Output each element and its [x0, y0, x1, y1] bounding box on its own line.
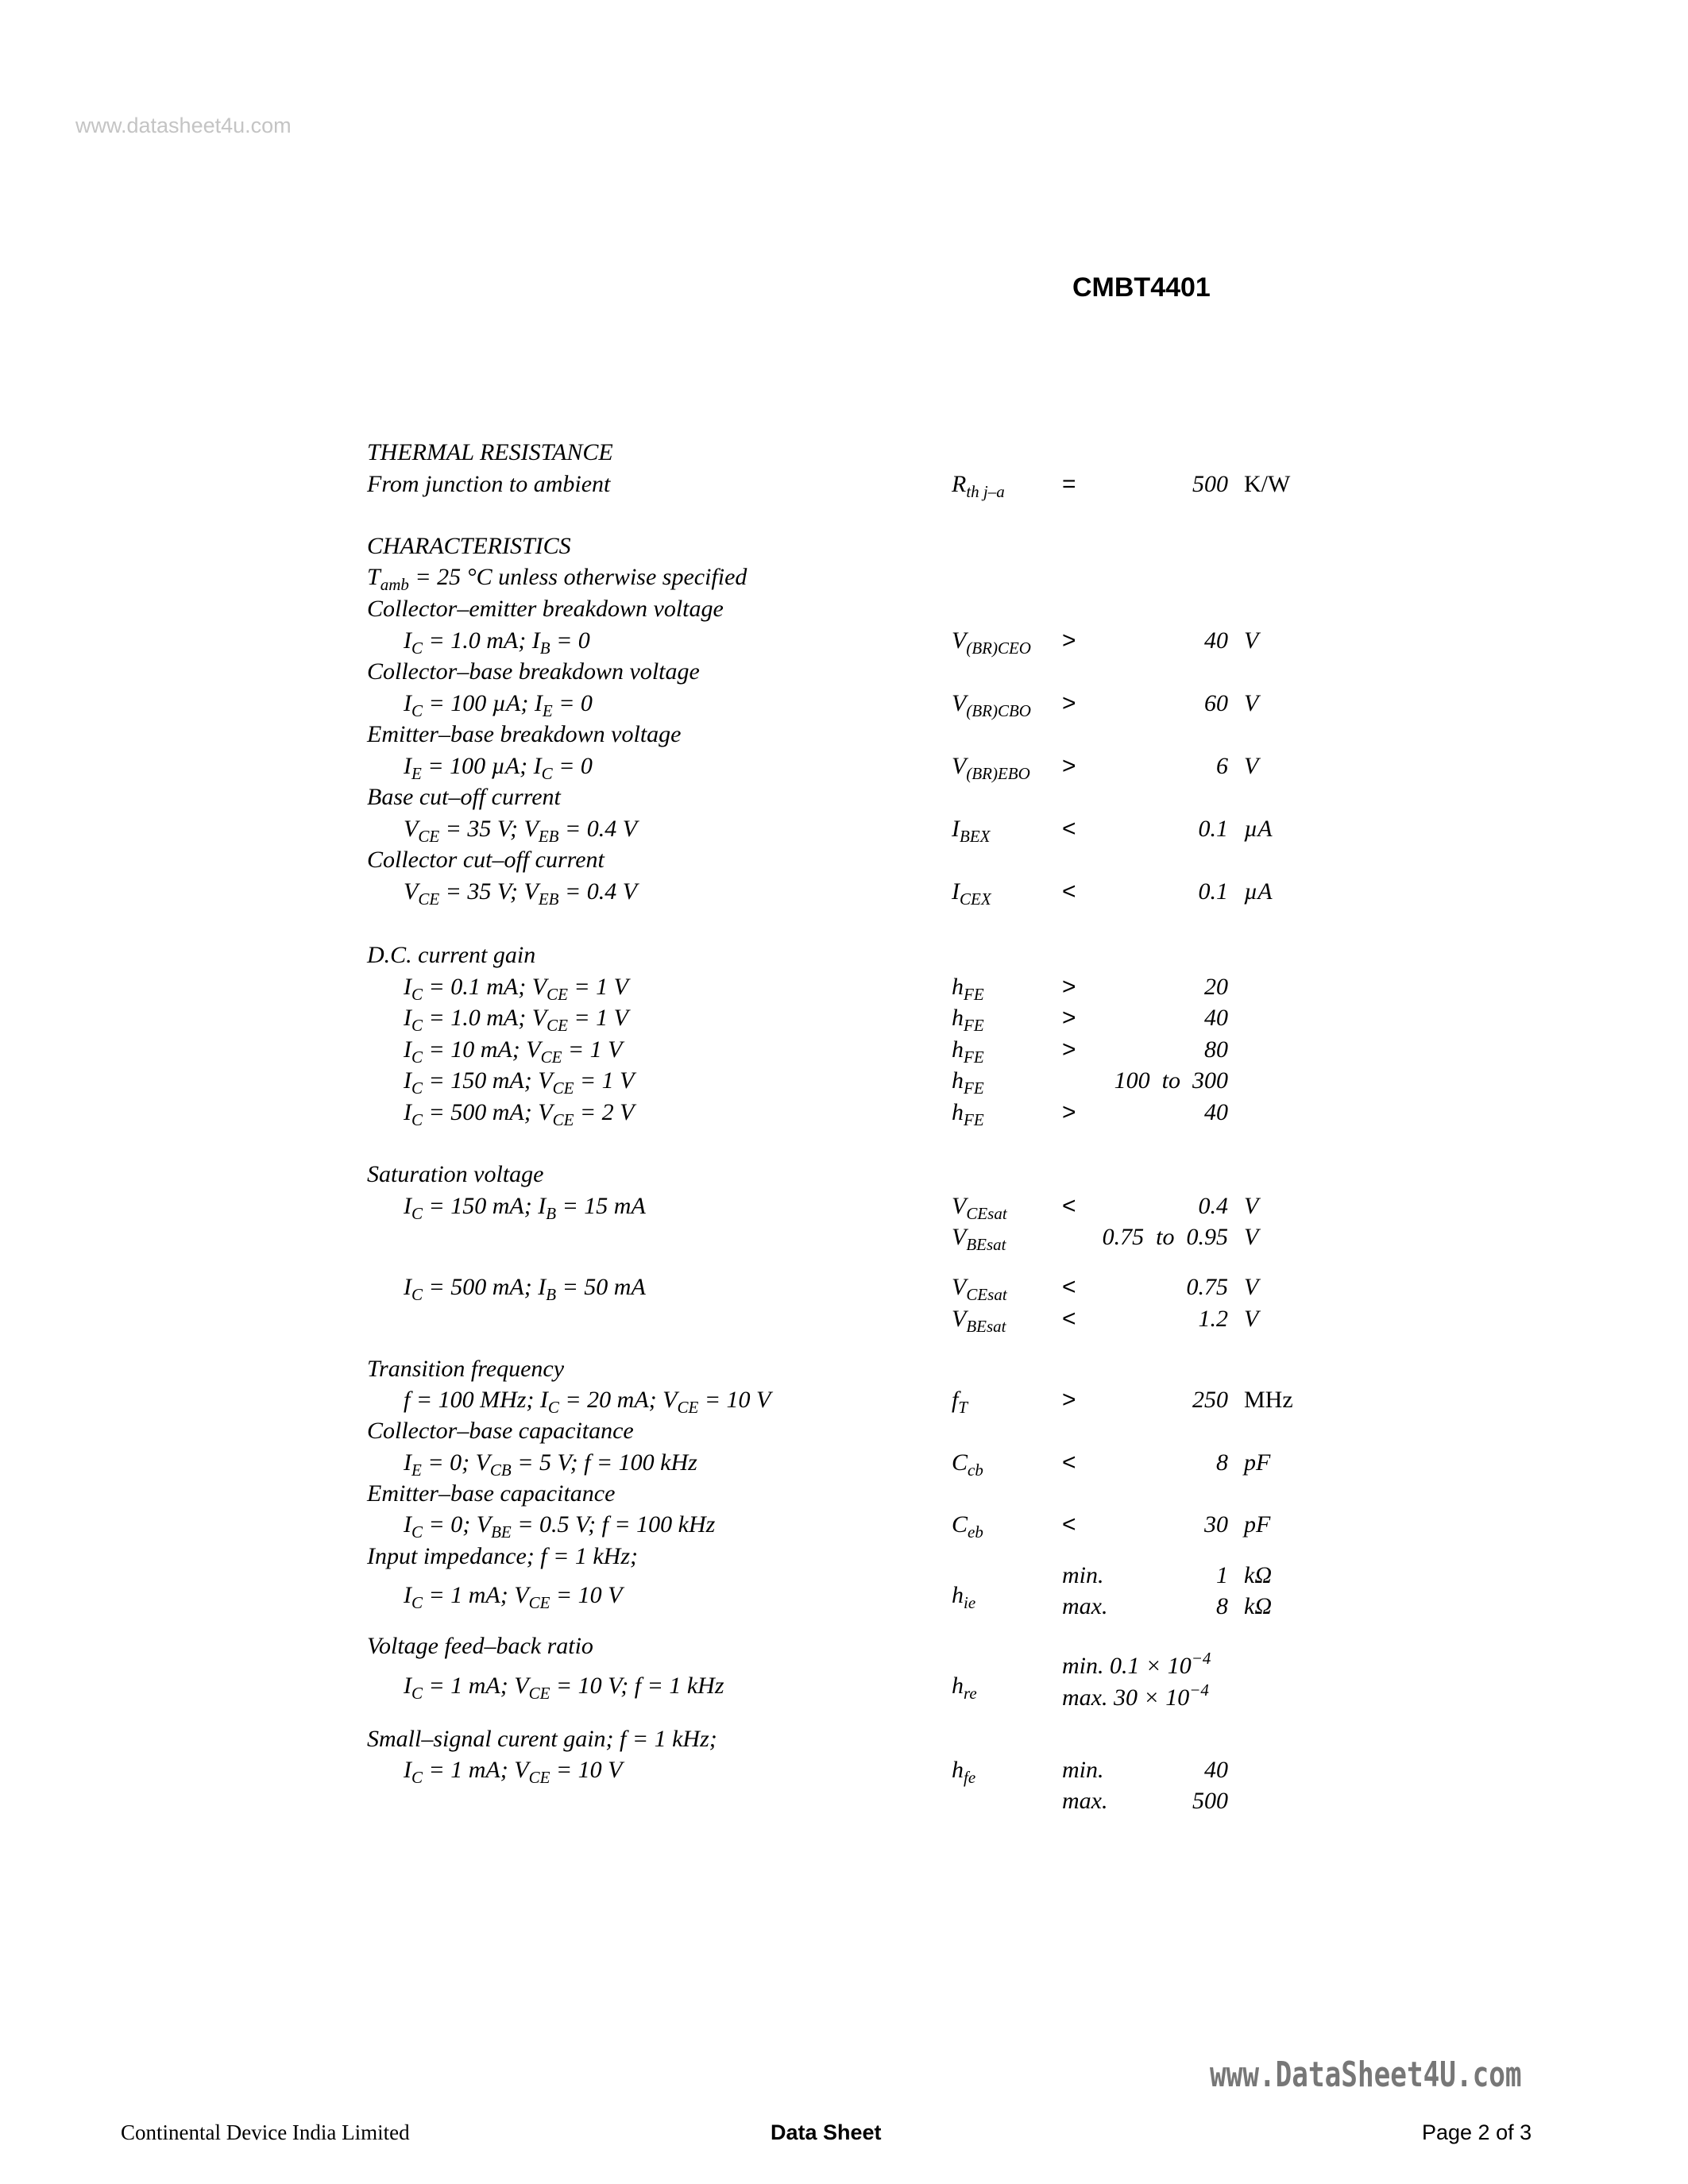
ambient-condition-note: $T_{amb} = 25$ °C unless otherwise specified — [367, 564, 747, 594]
parameter-value: 100 to 300 — [1114, 1067, 1228, 1094]
test-condition: $V_{CE} = 35$ V; $V_{EB} = 0.4$ V — [404, 815, 638, 846]
parameter-unit: V — [1244, 627, 1259, 654]
test-condition: $I_C = 1.0$ mA; $I_B = 0$ — [404, 627, 590, 658]
parameter-value: 40 — [1204, 1757, 1228, 1783]
relation-sign: < — [1062, 1193, 1076, 1219]
parameter-value: 8 — [1216, 1593, 1228, 1619]
emitter-base-capacitance-label: Emitter–base capacitance — [367, 1480, 616, 1507]
parameter-symbol: $h_{fe}$ — [952, 1757, 976, 1787]
parameter-unit: V — [1244, 752, 1259, 779]
parameter-value: 40 — [1204, 1005, 1228, 1031]
test-condition: $I_C = 1$ mA; $V_{CE} = 10$ V — [404, 1582, 623, 1612]
parameter-symbol: $V_{(BR)CBO}$ — [952, 689, 1031, 720]
parameter-value: 250 — [1192, 1387, 1228, 1413]
small-signal-gain-label: Small–signal curent gain; f = 1 kHz; — [367, 1726, 717, 1752]
parameter-value: 8 — [1216, 1449, 1228, 1476]
max-label: max. — [1062, 1788, 1108, 1814]
max-label: max. — [1062, 1593, 1108, 1619]
relation-sign: < — [1062, 878, 1076, 905]
param-label: Emitter–base breakdown voltage — [367, 721, 682, 747]
parameter-unit: V — [1244, 1193, 1259, 1219]
param-label: Collector–base breakdown voltage — [367, 658, 700, 685]
param-label: Collector–emitter breakdown voltage — [367, 596, 724, 622]
test-condition: $I_C = 150$ mA; $I_B = 15$ mA — [404, 1193, 646, 1223]
relation-sign: > — [1062, 1098, 1076, 1125]
relation-sign: < — [1062, 1274, 1076, 1300]
test-condition: $I_E = 100$ µA; $I_C = 0$ — [404, 752, 593, 783]
min-label: min. — [1062, 1562, 1104, 1588]
section-heading-characteristics: CHARACTERISTICS — [367, 533, 571, 559]
parameter-unit: K/W — [1244, 471, 1291, 497]
parameter-value: 1 — [1216, 1562, 1228, 1588]
parameter-value: 20 — [1204, 973, 1228, 1000]
parameter-symbol: $f_T$ — [952, 1387, 968, 1417]
parameter-symbol: $h_{re}$ — [952, 1673, 977, 1703]
parameter-unit: pF — [1244, 1511, 1271, 1538]
parameter-unit: kΩ — [1244, 1593, 1273, 1619]
test-condition: $I_C = 500$ mA; $I_B = 50$ mA — [404, 1274, 646, 1304]
relation-sign: > — [1062, 973, 1076, 1000]
min-label: min. — [1062, 1757, 1104, 1783]
relation-sign: < — [1062, 1449, 1076, 1476]
parameter-symbol: $h_{FE}$ — [952, 1005, 984, 1035]
collector-base-capacitance-label: Collector–base capacitance — [367, 1418, 634, 1444]
parameter-unit: V — [1244, 1306, 1259, 1332]
parameter-unit: V — [1244, 1224, 1259, 1250]
test-condition: $I_C = 0.1$ mA; $V_{CE} = 1$ V — [404, 973, 628, 1004]
parameter-unit: V — [1244, 1274, 1259, 1300]
parameter-value: 60 — [1204, 689, 1228, 716]
relation-sign: > — [1062, 752, 1076, 779]
thermal-label: From junction to ambient — [367, 471, 611, 497]
parameter-symbol: $V_{BEsat}$ — [952, 1224, 1006, 1254]
relation-sign: > — [1062, 627, 1076, 654]
relation-sign: > — [1062, 1036, 1076, 1063]
input-impedance-label: Input impedance; f = 1 kHz; — [367, 1543, 638, 1569]
parameter-value: 40 — [1204, 1098, 1228, 1125]
parameter-symbol: $I_{BEX}$ — [952, 815, 991, 846]
section-heading-thermal: THERMAL RESISTANCE — [367, 439, 613, 465]
hre-min-value: min. $0.1 \times 10^{-4}$ — [1062, 1649, 1211, 1679]
test-condition: $I_C = 150$ mA; $V_{CE} = 1$ V — [404, 1067, 635, 1098]
dc-gain-label: D.C. current gain — [367, 942, 536, 968]
watermark-bottom: www.DataSheet4U.com — [1210, 2055, 1522, 2095]
param-label: Base cut–off current — [367, 784, 561, 810]
footer-company: Continental Device India Limited — [121, 2120, 410, 2144]
parameter-symbol: $h_{FE}$ — [952, 973, 984, 1004]
test-condition: $V_{CE} = 35$ V; $V_{EB} = 0.4$ V — [404, 878, 638, 909]
parameter-value: 30 — [1204, 1511, 1228, 1538]
parameter-value: 0.1 — [1198, 878, 1228, 905]
parameter-unit: MHz — [1244, 1387, 1293, 1413]
relation-sign: < — [1062, 1306, 1076, 1332]
parameter-symbol: $h_{FE}$ — [952, 1036, 984, 1067]
relation-sign: < — [1062, 1511, 1076, 1538]
parameter-value: 1.2 — [1198, 1306, 1228, 1332]
parameter-value: 0.75 to 0.95 — [1102, 1224, 1228, 1250]
parameter-unit: pF — [1244, 1449, 1271, 1476]
parameter-symbol: $V_{CEsat}$ — [952, 1274, 1007, 1304]
parameter-symbol: $h_{FE}$ — [952, 1098, 984, 1129]
test-condition: $I_C = 500$ mA; $V_{CE} = 2$ V — [404, 1098, 635, 1129]
transition-frequency-label: Transition frequency — [367, 1356, 565, 1382]
saturation-label: Saturation voltage — [367, 1161, 544, 1187]
parameter-unit: µA — [1244, 878, 1273, 905]
parameter-unit: µA — [1244, 815, 1273, 842]
hre-max-value: max. $30 \times 10^{-4}$ — [1062, 1680, 1209, 1711]
parameter-value: 80 — [1204, 1036, 1228, 1063]
part-number-title: CMBT4401 — [1072, 272, 1211, 303]
parameter-value: 40 — [1204, 627, 1228, 654]
test-condition: $I_C = 1$ mA; $V_{CE} = 10$ V — [404, 1757, 623, 1787]
relation-sign: < — [1062, 815, 1076, 842]
parameter-symbol: $h_{FE}$ — [952, 1067, 984, 1098]
test-condition: $I_C = 0$; $V_{BE} = 0.5$ V; f = 100 kHz — [404, 1511, 716, 1542]
relation-sign: > — [1062, 1387, 1076, 1413]
test-condition: $I_C = 1.0$ mA; $V_{CE} = 1$ V — [404, 1005, 628, 1035]
parameter-value: 500 — [1192, 1788, 1228, 1814]
footer-doc-type: Data Sheet — [771, 2120, 882, 2144]
relation-sign: > — [1062, 689, 1076, 716]
parameter-value: 0.1 — [1198, 815, 1228, 842]
parameter-symbol: $V_{BEsat}$ — [952, 1306, 1006, 1336]
relation-sign: = — [1062, 471, 1076, 497]
parameter-value: 0.4 — [1198, 1193, 1228, 1219]
parameter-symbol: $I_{CEX}$ — [952, 878, 991, 909]
test-condition: f = 100 MHz; $I_C = 20$ mA; $V_{CE} = 10$ V — [404, 1387, 771, 1417]
param-label: Collector cut–off current — [367, 847, 605, 873]
parameter-symbol: $C_{eb}$ — [952, 1511, 983, 1542]
parameter-symbol: $h_{ie}$ — [952, 1582, 976, 1612]
test-condition: $I_E = 0$; $V_{CB} = 5$ V; f = 100 kHz — [404, 1449, 697, 1480]
parameter-unit: V — [1244, 689, 1259, 716]
watermark-top: www.datasheet4u.com — [75, 114, 292, 137]
parameter-symbol: $V_{(BR)EBO}$ — [952, 752, 1030, 783]
parameter-unit: kΩ — [1244, 1562, 1273, 1588]
thermal-symbol: $R_{th j-a}$ — [952, 471, 1005, 501]
footer-page-number: Page 2 of 3 — [1422, 2120, 1532, 2144]
relation-sign: > — [1062, 1005, 1076, 1031]
parameter-symbol: $V_{(BR)CEO}$ — [952, 627, 1031, 658]
parameter-value: 0.75 — [1186, 1274, 1228, 1300]
parameter-symbol: $V_{CEsat}$ — [952, 1193, 1007, 1223]
test-condition: $I_C = 100$ µA; $I_E = 0$ — [404, 689, 593, 720]
parameter-symbol: $C_{cb}$ — [952, 1449, 983, 1480]
voltage-feedback-ratio-label: Voltage feed–back ratio — [367, 1633, 593, 1659]
parameter-value: 500 — [1192, 471, 1228, 497]
test-condition: $I_C = 10$ mA; $V_{CE} = 1$ V — [404, 1036, 623, 1067]
parameter-value: 6 — [1216, 752, 1228, 779]
test-condition: $I_C = 1$ mA; $V_{CE} = 10$ V; f = 1 kHz — [404, 1673, 724, 1703]
